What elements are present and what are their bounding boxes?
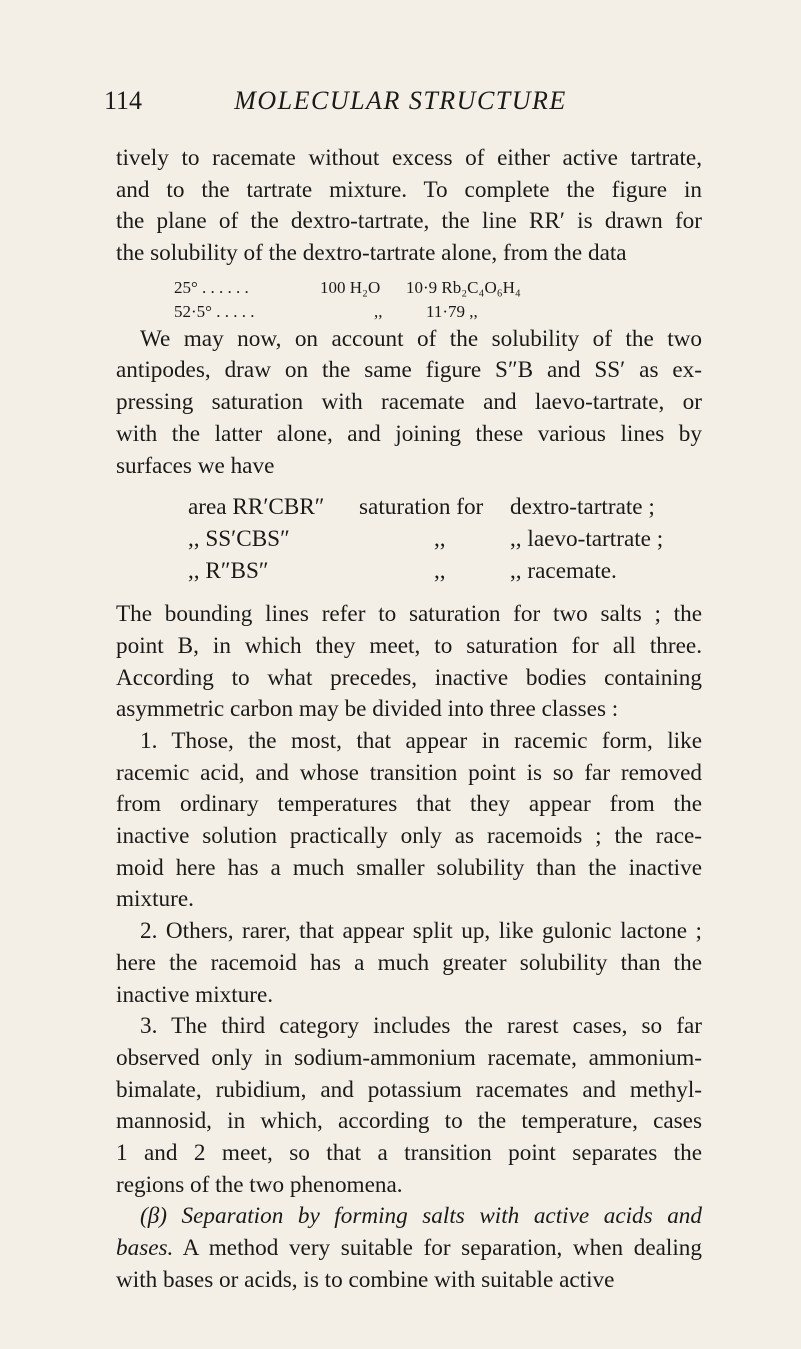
text-line: bimalate, rubidium, and potassium racemates and methyl- [116,1076,702,1103]
text-line: inactive solution practically only as racemoids ; the race- [116,823,702,850]
text-line: mannosid, in which, according to the temperature, cases [116,1108,702,1135]
area-substance: ,, laevo-tartrate ; [510,525,664,552]
text-line: mixture. [116,886,194,913]
section-heading: (β) Separation by forming salts with active acids and [140,1203,702,1230]
text-line: surfaces we have [116,452,275,479]
data-water: 100 H₂O [320,277,381,297]
paragraph-1 [116,143,702,270]
text-line: inactive mixture. [116,981,274,1008]
text-line: with bases or acids, is to combine with suitable active [116,1266,615,1293]
list-item-2 [116,916,702,1011]
text-line [116,1233,702,1265]
area-row [116,524,702,556]
page-body [116,143,702,1296]
text-line: point B, in which they meet, to saturation for all three. [116,632,702,659]
area-label: ,, SS′CBS″ [188,525,290,552]
data-value: 11·79 ,, [426,301,478,321]
text-line: moid here has a much smaller solubility than the inactive [116,854,702,881]
text-line: 3. The third category includes the rarest cases, so far [140,1013,702,1040]
text-line: pressing saturation with racemate and laevo-tartrate, or [116,389,702,416]
page-number: 114 [104,86,143,115]
area-label: ,, R″BS″ [188,557,269,584]
area-substance: ,, racemate. [510,557,617,584]
paragraph-2 [116,324,702,482]
text-line: The bounding lines refer to saturation for two salts ; the [116,601,702,628]
data-row [116,272,702,296]
text-line: 1 and 2 meet, so that a transition point separates the [116,1139,702,1166]
text-line: regions of the two phenomena. [116,1171,403,1198]
running-head: MOLECULAR STRUCTURE [234,86,567,115]
text-line: We may now, on account of the solubility of the two [140,325,702,352]
list-item-3 [116,1011,702,1201]
text-line: 2. Others, rarer, that appear split up, like gulonic lactone ; [140,918,702,945]
area-condition: saturation for [359,494,484,521]
area-substance: dextro-tartrate ; [510,494,655,521]
area-label: area RR′CBR″ [188,494,325,521]
text-line: observed only in sodium-ammonium racemate, ammonium- [116,1044,702,1071]
text-line: with the latter alone, and joining these various lines by [116,420,702,447]
section-beta [116,1201,702,1296]
text-line: asymmetric carbon may be divided into three classes : [116,696,619,723]
text-line: the solubility of the dextro-tartrate alone, from the data [116,240,627,267]
area-table [116,492,702,587]
text-line: antipodes, draw on the same figure S″B and SS′ as ex- [116,357,702,384]
text-line: According to what precedes, inactive bodies containing [116,664,702,691]
data-value: 10·9 Rb₂C₄O₆H₄ [406,277,521,297]
area-row [116,556,702,588]
area-condition: ,, [434,525,446,552]
solubility-data-table [116,272,702,320]
text-line: here the racemoid has a much greater solubility than the [116,949,702,976]
paragraph-3 [116,599,702,726]
text-line: racemic acid, and whose transition point is so far removed [116,759,702,786]
text-line: from ordinary temperatures that they appear from the [116,791,702,818]
text-line: 1. Those, the most, that appear in racemic form, like [140,728,702,754]
data-temp: 25° . . . . . . [174,277,249,297]
data-water: ,, [374,301,383,321]
text-fragment: A method very suitable for separation, when dealing [173,1235,702,1261]
list-item-1 [116,726,702,916]
text-line: and to the tartrate mixture. To complete the figure in [116,176,702,203]
area-row [116,492,702,524]
area-condition: ,, [434,557,446,584]
text-line: tively to racemate without excess of either active tartrate, [116,145,702,171]
section-heading-end: bases. [116,1235,174,1261]
data-row [116,296,702,320]
data-temp: 52·5° . . . . . [174,301,255,321]
text-line: the plane of the dextro-tartrate, the line RR′ is drawn for [116,208,702,235]
page-header [0,86,801,126]
